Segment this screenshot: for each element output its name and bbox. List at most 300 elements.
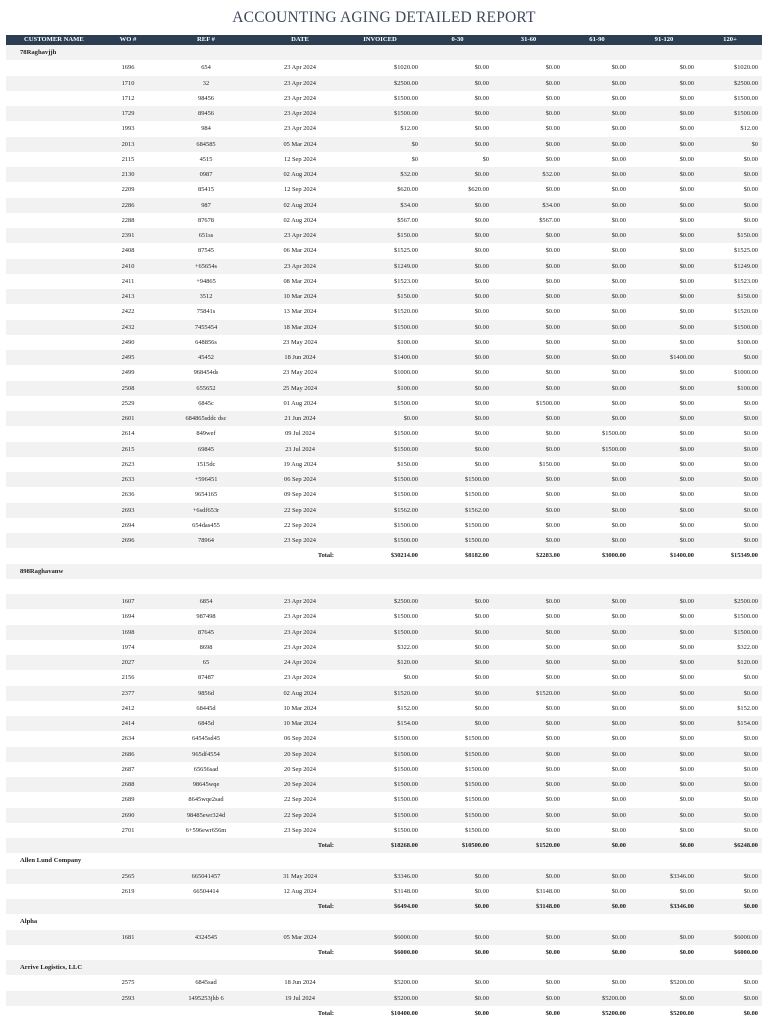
aging-91-120-cell: $0.00 [679,308,694,316]
aging-61-90-cell: $0.00 [611,277,626,285]
aging-61-90-cell: $0.00 [564,198,630,213]
aging-120-plus-cell: $6000.00 [698,930,762,945]
invoice-row [6,289,762,304]
aging-61-90-cell: $0.00 [611,735,626,743]
invoice-row [6,350,762,365]
invoiced-cell: $1500.00 [394,430,418,438]
ref-cell: 849wef [196,430,216,438]
customer-cell [6,762,106,777]
aging-31-60-cell: $0.00 [493,106,564,121]
aging-61-90-cell: $0.00 [611,247,626,255]
aging-31-60-cell: $0.00 [545,826,560,834]
col-0-30[interactable]: 0-30 [422,35,493,45]
aging-91-120-cell: $0.00 [679,521,694,529]
aging-91-120-cell: $0.00 [630,167,698,182]
ref-cell: 8698 [199,643,213,651]
aging-31-60-cell: $0.00 [493,259,564,274]
invoiced-cell: $1523.00 [394,277,418,285]
col-wo[interactable]: WO # [106,35,150,45]
wo-cell: 2693 [106,503,150,518]
customer-cell [6,198,106,213]
aging-61-90-cell: $0.00 [611,460,626,468]
invoice-row [6,396,762,411]
ref-cell: 6845sad [195,979,217,987]
aging-120-plus-cell: $150.00 [698,289,762,304]
aging-91-120-cell: $0.00 [679,613,694,621]
aging-120-plus-cell: $0.00 [698,533,762,548]
aging-91-120-cell: $0.00 [679,216,694,224]
aging-120-plus-cell: $12.00 [740,125,758,133]
aging-120-plus-cell: $1500.00 [698,625,762,640]
invoice-row [6,426,762,441]
total-31-60: $0.00 [545,1009,560,1017]
aging-61-90-cell: $0.00 [564,381,630,396]
ref-cell [150,1006,262,1021]
aging-31-60-cell: $3148.00 [536,887,560,895]
wo-cell: 2701 [121,826,135,834]
ref-cell: 987 [150,198,262,213]
wo-cell: 2288 [121,216,135,224]
aging-91-120-cell: $0.00 [679,826,694,834]
report-title: ACCOUNTING AGING DETAILED REPORT [232,9,536,26]
aging-61-90-cell: $0.00 [611,643,626,651]
invoiced-cell: $1400.00 [338,350,422,365]
customer-cell [6,609,106,624]
invoiced-cell: $12.00 [400,125,418,133]
customer-cell [6,396,106,411]
aging-120-plus-cell: $0.00 [743,765,758,773]
customer-cell [6,335,106,350]
aging-61-90-cell: $0.00 [564,320,630,335]
total-61-90: $0.00 [564,838,630,853]
aging-61-90-cell: $0.00 [611,369,626,377]
aging-0-30-cell: $0.00 [422,228,493,243]
invoice-row [6,487,762,502]
aging-31-60-cell: $0.00 [545,979,560,987]
customer-cell [6,274,106,289]
invoice-row [6,625,762,640]
ref-cell: 4324545 [150,930,262,945]
customer-cell [6,731,106,746]
aging-31-60-cell: $0.00 [493,869,564,884]
aging-31-60-cell: $0.00 [493,777,564,792]
date-cell: 10 Mar 2024 [262,716,338,731]
ref-cell: 651ss [150,228,262,243]
customer-row [6,564,762,579]
aging-91-120-cell: $0.00 [630,442,698,457]
customer-name: 78Raghavjjh [6,45,762,60]
wo-cell: 2432 [106,320,150,335]
invoice-row [6,365,762,380]
aging-91-120-cell: $0.00 [679,155,694,163]
date-cell: 06 Mar 2024 [283,247,317,255]
aging-31-60-cell: $0.00 [545,674,560,682]
total-label: Total: [262,838,338,853]
aging-0-30-cell: $1500.00 [465,796,489,804]
aging-120-plus-cell: $0.00 [743,796,758,804]
invoiced-cell: $620.00 [397,186,418,194]
aging-0-30-cell: $1500.00 [422,747,493,762]
aging-120-plus-cell: $0.00 [698,350,762,365]
wo-cell: 2687 [121,765,135,773]
aging-91-120-cell: $0.00 [630,625,698,640]
customer-name: 898Raghavanw [6,564,762,579]
total-91-120: $1400.00 [670,552,694,560]
invoiced-cell: $100.00 [397,338,418,346]
invoice-row [6,442,762,457]
invoiced-cell: $1500.00 [394,491,418,499]
col-customer-name[interactable]: CUSTOMER NAME [6,35,106,45]
aging-120-plus-cell: $0.00 [698,747,762,762]
date-cell: 31 May 2024 [262,869,338,884]
ref-cell: 654 [201,64,211,72]
wo-cell: 2411 [121,277,135,285]
date-cell: 06 Sep 2024 [262,472,338,487]
aging-0-30-cell: $0.00 [474,643,489,651]
invoice-row [6,808,762,823]
aging-31-60-cell: $0.00 [493,320,564,335]
invoice-row [6,198,762,213]
wo-cell: 2690 [106,808,150,823]
invoice-row [6,655,762,670]
aging-91-120-cell: $3346.00 [630,869,698,884]
invoiced-cell: $1020.00 [394,64,418,72]
invoice-row [6,259,762,274]
date-cell: 19 Jul 2024 [262,991,338,1006]
invoiced-cell: $1500.00 [394,826,418,834]
ref-cell: 64545sd45 [191,735,221,743]
aging-0-30-cell: $1500.00 [422,533,493,548]
ref-cell: 66504414 [193,887,219,895]
aging-31-60-cell: $0.00 [545,94,560,102]
ref-cell: 1515dc [196,460,216,468]
wo-cell: 2377 [106,686,150,701]
wo-cell: 1974 [121,643,135,651]
customer-cell [6,411,106,426]
aging-91-120-cell: $0.00 [679,430,694,438]
aging-0-30-cell: $0.00 [422,259,493,274]
wo-cell: 2286 [106,198,150,213]
ref-cell: 987498 [196,613,216,621]
aging-0-30-cell: $0.00 [422,198,493,213]
aging-61-90-cell: $0.00 [564,686,630,701]
invoiced-cell: $2500.00 [338,76,422,91]
aging-31-60-cell: $0.00 [493,747,564,762]
total-120-plus: $6000.00 [734,948,758,956]
col-ref[interactable]: REF # [150,35,262,45]
aging-120-plus-cell: $0 [698,137,762,152]
date-cell: 24 Apr 2024 [262,655,338,670]
aging-31-60-cell: $0.00 [493,411,564,426]
aging-31-60-cell: $0.00 [545,247,560,255]
wo-cell: 2391 [106,228,150,243]
invoice-row [6,884,762,899]
wo-cell: 2696 [106,533,150,548]
aging-31-60-cell: $0.00 [545,186,560,194]
total-0-30: $0.00 [474,1009,489,1017]
invoice-row [6,869,762,884]
customer-cell [6,899,106,914]
wo-cell: 2633 [106,472,150,487]
col-61-90[interactable]: 61-90 [564,35,630,45]
ref-cell: +65654s [150,259,262,274]
customer-cell [6,457,106,472]
ref-cell: 648856s [195,338,217,346]
date-cell: 02 Aug 2024 [262,686,338,701]
invoice-row [6,533,762,548]
ref-cell: 98485ewr324d [150,808,262,823]
wo-cell: 1607 [106,594,150,609]
invoiced-cell: $1500.00 [338,747,422,762]
aging-0-30-cell: $0.00 [474,460,489,468]
invoiced-cell: $1249.00 [338,259,422,274]
aging-31-60-cell: $567.00 [539,216,560,224]
customer-cell [6,167,106,182]
aging-120-plus-cell: $1500.00 [734,94,758,102]
aging-61-90-cell: $0.00 [564,625,630,640]
ref-cell: 68445d [196,704,216,712]
col-91-120[interactable]: 91-120 [630,35,698,45]
invoice-row [6,106,762,121]
invoice-row [6,930,762,945]
aging-91-120-cell: $0.00 [630,503,698,518]
total-120-plus: $0.00 [743,1009,758,1017]
wo-cell: 2686 [106,747,150,762]
aging-31-60-cell: $0.00 [493,533,564,548]
wo-cell: 2636 [121,491,135,499]
wo-cell: 2565 [106,869,150,884]
invoice-row [6,762,762,777]
customer-cell [6,655,106,670]
date-cell: 12 Sep 2024 [284,155,316,163]
invoiced-cell: $1500.00 [338,625,422,640]
aging-91-120-cell: $0.00 [630,106,698,121]
ref-cell: 655652 [150,381,262,396]
invoiced-cell: $1500.00 [394,765,418,773]
aging-0-30-cell: $1500.00 [465,735,489,743]
date-cell: 05 Mar 2024 [262,137,338,152]
customer-cell [6,137,106,152]
wo-cell: 2529 [121,399,135,407]
aging-31-60-cell: $0.00 [493,472,564,487]
invoiced-cell: $1500.00 [394,94,418,102]
invoiced-cell: $1500.00 [394,735,418,743]
total-120-plus: $6248.00 [698,838,762,853]
aging-61-90-cell: $5200.00 [564,991,630,1006]
wo-cell: 2490 [121,338,135,346]
ref-cell [150,838,262,853]
wo-cell [106,838,150,853]
invoiced-cell: $1520.00 [338,686,422,701]
customer-cell [6,91,106,106]
customer-cell [6,442,106,457]
aging-31-60-cell: $0.00 [545,155,560,163]
invoice-row [6,731,762,746]
invoice-row [6,243,762,258]
col-31-60[interactable]: 31-60 [493,35,564,45]
aging-91-120-cell: $0.00 [630,198,698,213]
invoiced-cell: $154.00 [338,716,422,731]
aging-0-30-cell: $0.00 [422,625,493,640]
aging-91-120-cell: $0.00 [679,247,694,255]
aging-61-90-cell: $0.00 [611,125,626,133]
ref-cell: 1495253jhb 6 [150,991,262,1006]
invoice-row [6,686,762,701]
aging-91-120-cell: $0.00 [630,259,698,274]
aging-0-30-cell: $0.00 [474,430,489,438]
date-cell: 18 Jun 2024 [262,350,338,365]
ref-cell [150,899,262,914]
col-invoiced[interactable]: INVOICED [338,35,422,45]
invoice-row [6,792,762,807]
customer-cell [6,686,106,701]
total-0-30: $10500.00 [422,838,493,853]
customer-cell [6,259,106,274]
ref-cell: 32 [150,76,262,91]
aging-61-90-cell: $0.00 [564,655,630,670]
col-120-plus[interactable]: 120+ [698,35,762,45]
aging-91-120-cell: $0.00 [679,64,694,72]
aging-91-120-cell: $0.00 [679,704,694,712]
wo-cell: 2115 [121,155,135,163]
customer-cell [6,777,106,792]
wo-cell: 2615 [106,442,150,457]
aging-120-plus-cell: $1525.00 [734,247,758,255]
total-invoiced: $30214.00 [390,552,418,560]
invoiced-cell: $3346.00 [338,869,422,884]
aging-91-120-cell: $0.00 [679,643,694,651]
invoiced-cell: $5200.00 [394,979,418,987]
invoice-row [6,381,762,396]
date-cell: 02 Aug 2024 [262,198,338,213]
aging-31-60-cell: $0.00 [493,655,564,670]
date-cell: 20 Sep 2024 [262,777,338,792]
date-cell: 22 Sep 2024 [284,796,316,804]
wo-cell: 2619 [121,887,135,895]
aging-31-60-cell: $0.00 [545,796,560,804]
date-cell: 19 Aug 2024 [283,460,317,468]
date-cell: 23 May 2024 [282,369,318,377]
wo-cell: 2601 [106,411,150,426]
aging-91-120-cell: $0.00 [679,460,694,468]
customer-cell [6,838,106,853]
date-cell: 22 Sep 2024 [284,521,316,529]
aging-61-90-cell: $1500.00 [602,430,626,438]
date-cell: 23 Apr 2024 [284,613,316,621]
date-cell: 23 Apr 2024 [262,76,338,91]
aging-0-30-cell: $0.00 [474,308,489,316]
ref-cell: 968454ds [193,369,219,377]
wo-cell: 2499 [121,369,135,377]
total-0-30: $0.00 [474,948,489,956]
aging-31-60-cell: $0.00 [493,594,564,609]
invoiced-cell: $150.00 [397,460,418,468]
aging-31-60-cell: $0.00 [493,76,564,91]
ref-cell: 98645wqe [150,777,262,792]
total-91-120: $0.00 [630,838,698,853]
aging-91-120-cell: $0.00 [630,76,698,91]
invoice-row [6,137,762,152]
aging-120-plus-cell: $0.00 [743,399,758,407]
aging-0-30-cell: $0.00 [474,125,489,133]
aging-120-plus-cell: $1500.00 [698,106,762,121]
wo-cell: 2623 [121,460,135,468]
aging-61-90-cell: $0.00 [564,777,630,792]
ref-cell: 665041457 [150,869,262,884]
date-cell: 02 Aug 2024 [262,167,338,182]
aging-91-120-cell: $0.00 [679,125,694,133]
invoiced-cell: $1500.00 [338,777,422,792]
aging-0-30-cell: $0.00 [474,887,489,895]
total-120-plus: $15349.00 [730,552,758,560]
aging-61-90-cell: $0.00 [564,167,630,182]
aging-91-120-cell: $0.00 [679,796,694,804]
aging-61-90-cell: $0.00 [611,887,626,895]
customer-cell [6,213,106,228]
aging-0-30-cell: $0.00 [474,277,489,285]
ref-cell: 684865sddc dsc [150,411,262,426]
invoice-row [6,518,762,533]
total-0-30: $8182.00 [465,552,489,560]
aging-31-60-cell: $0.00 [493,289,564,304]
wo-cell: 1729 [106,106,150,121]
aging-31-60-cell: $0.00 [545,735,560,743]
total-61-90: $5200.00 [602,1009,626,1017]
total-label: Total: [317,1009,334,1017]
date-cell: 23 Apr 2024 [284,64,316,72]
aging-120-plus-cell: $0.00 [698,777,762,792]
aging-61-90-cell: $0.00 [564,503,630,518]
invoice-row [6,777,762,792]
ref-cell: 87678 [198,216,214,224]
total-31-60: $2283.00 [536,552,560,560]
total-61-90: $3000.00 [602,552,626,560]
aging-120-plus-cell: $0.00 [743,674,758,682]
aging-31-60-cell: $0.00 [493,381,564,396]
aging-0-30-cell: $0 [482,155,489,163]
aging-31-60-cell: $0.00 [545,308,560,316]
aging-61-90-cell: $0.00 [564,930,630,945]
invoiced-cell: $32.00 [338,167,422,182]
invoiced-cell: $100.00 [338,381,422,396]
invoiced-cell: $150.00 [338,228,422,243]
aging-0-30-cell: $1500.00 [465,491,489,499]
invoiced-cell: $152.00 [397,704,418,712]
aging-0-30-cell: $620.00 [468,186,489,194]
aging-61-90-cell: $0.00 [564,228,630,243]
aging-61-90-cell: $0.00 [611,155,626,163]
aging-91-120-cell: $0.00 [630,411,698,426]
col-date[interactable]: DATE [262,35,338,45]
aging-120-plus-cell: $0.00 [698,869,762,884]
wo-cell: 2508 [106,381,150,396]
invoiced-cell: $120.00 [338,655,422,670]
customer-cell [6,716,106,731]
invoice-row [6,167,762,182]
total-row [6,1006,762,1021]
customer-cell [6,869,106,884]
aging-120-plus-cell: $0.00 [743,430,758,438]
total-invoiced: $18268.00 [338,838,422,853]
wo-cell: 2408 [121,247,135,255]
total-61-90: $0.00 [611,948,626,956]
aging-61-90-cell: $0.00 [611,765,626,773]
wo-cell: 2410 [106,259,150,274]
customer-cell [6,487,106,502]
total-91-120: $0.00 [679,948,694,956]
customer-cell [6,350,106,365]
aging-0-30-cell: $0.00 [474,399,489,407]
